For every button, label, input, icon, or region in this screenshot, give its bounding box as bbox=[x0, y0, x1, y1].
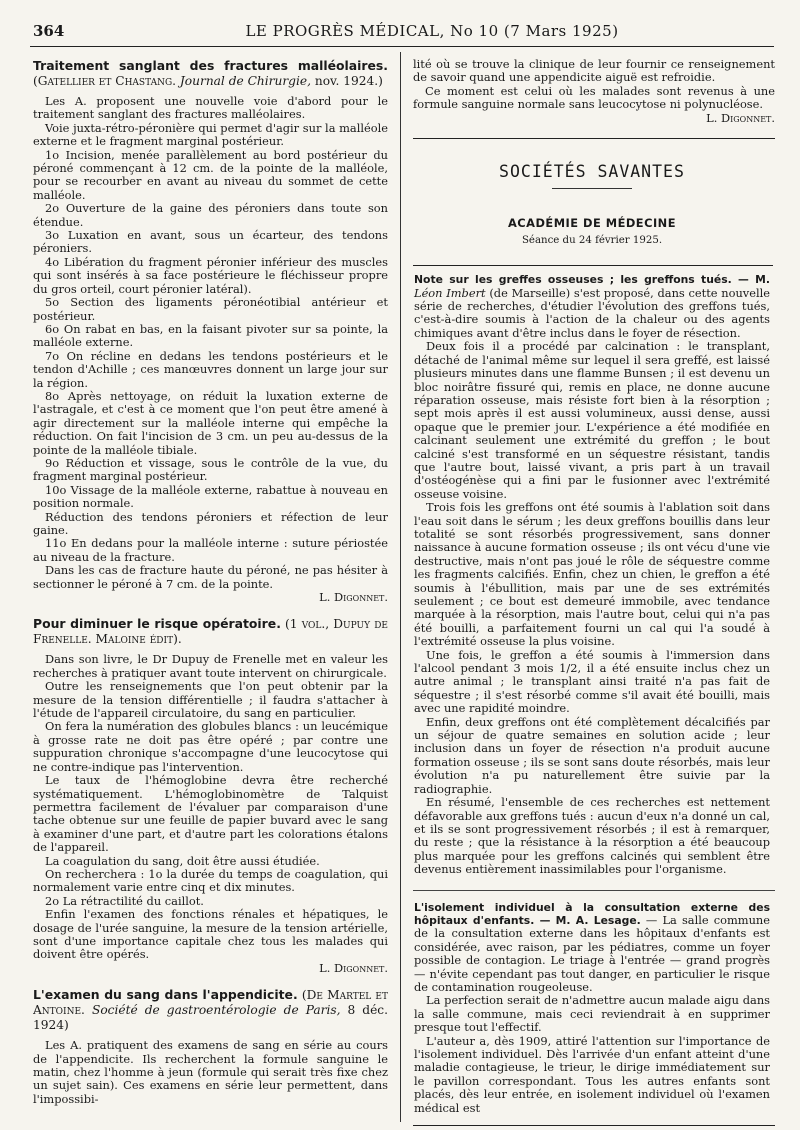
paragraph: 11o En dedans pour la malléole interne : suture périostée au niveau de la fracture. bbox=[33, 536, 388, 564]
right-column bbox=[413, 58, 775, 1128]
report-author: Léon Imbert bbox=[414, 285, 486, 300]
session-date: Séance du 24 février 1925. bbox=[521, 234, 663, 246]
paragraph: 6o On rabat en bas, en la faisant pivoter sur sa pointe, la malléole externe. bbox=[33, 321, 388, 350]
paragraph: Enfin, deux greffons ont été complètement décalcifiés par un séjour de quatre semaines en solution acide ; leur inclusion dans un foyer de résection n'a produit aucune formation osseuse ; ils se sont sans doute résorbés, mais leur évolution n'a pu naturellement être suivie par la radiographie. bbox=[414, 714, 770, 796]
paragraph: Enfin l'examen des fonctions rénales et hépatiques, le dosage de l'urée sanguine, la mesure de la tension artérielle, sont d'une importance capitale chez tous les malades qui doivent être opérés. bbox=[33, 907, 388, 962]
paragraph: Ce moment est celui où les malades sont revenus à une formule sanguine normale sans leucocytose ni polynucléose. bbox=[413, 83, 775, 112]
paragraph: 2o La rétractilité du caillot. bbox=[45, 893, 204, 908]
article-heading bbox=[33, 616, 388, 647]
report-heading bbox=[414, 901, 770, 995]
paragraph: Réduction des tendons péroniers et réfection de leur gaine. bbox=[33, 509, 388, 537]
paragraph: Une fois, le greffon a été soumis à l'immersion dans l'alcool pendant 3 mois 1/2, il a été ensuite inclus chez un autre animal ; le transplant ainsi traité n'a pas fait de séquestre ; il s'est résorbé comme s'il avait été bouilli, mais avec une rapidité moindre. bbox=[414, 647, 770, 716]
signature: L. Digonnet. bbox=[706, 110, 775, 125]
paragraph: lité où se trouve la clinique de leur fournir ce renseignement de savoir quand une appendicite aiguë est refroidie. bbox=[413, 58, 775, 85]
page-number: 364 bbox=[33, 22, 65, 40]
article-authors: (Gatellier et Chastang. bbox=[33, 74, 177, 88]
paragraph: (de Marseille) s'est proposé, dans cette nouvelle série de recherches, d'étudier l'évolution des greffons tués, c'est-à-dire soumis à l'action de la chaleur ou des agents chimiques avant d'être inclus dans le foyer de résection. bbox=[414, 285, 771, 340]
paragraph: 8o Après nettoyage, on réduit la luxation externe de l'astragale, et c'est à ce moment que l'on peut être amené à agir directement sur la malléole interne qui empêche la réduction. On fait l'incision de 3 cm. un peu au-dessus de la pointe de la malléole tibiale. bbox=[33, 388, 388, 457]
paragraph: Le taux de l'hémoglobine devra être recherché systématiquement. L'hémoglobinomètre de Talquist permettra facilement de l'évaluer par comparaison d'une tache obtenue sur une feuille de papier buvard avec le sang à examiner d'une part, et d'autre part les colorations étalons de l'appareil. bbox=[33, 773, 388, 855]
paragraph: La coagulation du sang, doit être aussi étudiée. bbox=[45, 853, 320, 868]
column-divider bbox=[400, 52, 401, 1122]
signature: L. Digonnet. bbox=[319, 960, 388, 975]
article-title: Pour diminuer le risque opératoire. bbox=[33, 616, 281, 632]
article-authors: (De Martel et Antoine. bbox=[33, 988, 388, 1018]
section-title: SOCIÉTÉS SAVANTES bbox=[499, 162, 685, 182]
article-heading bbox=[33, 58, 388, 89]
article-title: L'examen du sang dans l'appendicite. bbox=[33, 987, 298, 1003]
box-inner-rule bbox=[413, 265, 773, 273]
report-heading bbox=[414, 273, 770, 340]
paragraph: L'auteur a, dès 1909, attiré l'attention sur l'importance de l'isolement individuel. Dès l'arrivée d'un enfant atteint d'une maladie contagieuse, le trieur, le dirige immédiatement sur le pavillon correspondant. Tous les autres enfants sont placés, dès leur entrée, en isolement individuel où l'examen médical est bbox=[414, 1033, 770, 1115]
paragraph: 7o On récline en dedans les tendons postérieurs et le tendon d'Achille ; ces manœuvres donnent un large jour sur la région. bbox=[33, 348, 388, 390]
paragraph: 4o Libération du fragment péronier inférieur des muscles qui sont insérés à sa face postérieure le fléchisseur propre du gros orteil, court péronier latéral). bbox=[33, 254, 388, 296]
article-heading bbox=[33, 987, 388, 1033]
paragraph: La perfection serait de n'admettre aucun malade aigu dans la salle commune, mais ceci reviendrait à en supprimer presque tout l'effectif. bbox=[414, 993, 770, 1035]
page-header bbox=[33, 22, 771, 44]
journal-title: LE PROGRÈS MÉDICAL, No 10 (7 Mars 1925) bbox=[245, 22, 619, 40]
article-authors: (1 vol., Dupuy de Frenelle. Maloine édit). bbox=[33, 617, 388, 647]
paragraph: Dans les cas de fracture haute du péroné, ne pas hésiter à sectionner le péroné à 7 cm. de la pointe. bbox=[33, 563, 388, 591]
paragraph: 1o Incision, menée parallèlement au bord postérieur du péroné commençant à 12 cm. de la pointe de la malléole, pour se recourber en avant au niveau du sommet de cette malléole. bbox=[33, 147, 388, 202]
report-title: Note sur les greffes osseuses ; les greffons tués. — M. bbox=[414, 273, 770, 287]
paragraph: On fera la numération des globules blancs : un leucémique à grosse rate ne doit pas être opéré ; par contre une suppuration chronique s'accompagne d'une leucocytose qui ne contre-indique pas l'intervention. bbox=[33, 719, 388, 774]
article-title: Traitement sanglant des fractures malléolaires. bbox=[33, 58, 388, 73]
paragraph: 5o Section des ligaments péronéotibial antérieur et postérieur. bbox=[33, 295, 388, 323]
academy-heading: ACADÉMIE DE MÉDECINE bbox=[507, 216, 676, 231]
signature: L. Digonnet. bbox=[319, 590, 388, 605]
report-title: L'isolement individuel à la consultation externe des hôpitaux d'enfants. — M. A. Lesage. bbox=[414, 900, 770, 927]
paragraph: Outre les renseignements que l'on peut obtenir par la mesure de la tension différentielle ; il faudra s'attacher à l'étude de l'appareil circulatoire, du sang en particulier. bbox=[33, 679, 388, 721]
header-rule bbox=[30, 46, 774, 47]
article-source: Journal de Chirurgie, bbox=[179, 74, 311, 88]
paragraph: Dans son livre, le Dr Dupuy de Frenelle met en valeur les recherches à pratiquer avant toute intervent on chirurgicale. bbox=[33, 652, 388, 680]
article-date: nov. 1924.) bbox=[314, 74, 383, 88]
paragraph: 2o Ouverture de la gaine des péroniers dans toute son étendue. bbox=[33, 201, 388, 229]
section-box bbox=[413, 138, 775, 1126]
paragraph: On recherchera : 1o la durée du temps de coagulation, qui normalement varie entre cinq et dix minutes. bbox=[33, 866, 388, 895]
paragraph: Les A. pratiquent des examens de sang en série au cours de l'appendicite. Ils recherchent la formule sanguine le matin, chez l'homme à jeun (formule qui serait très fixe chez un sujet sain). Ces examens en série leur permettent, dans l'impossibi- bbox=[33, 1038, 388, 1106]
article-source: Société de gastroentérologie de Paris, bbox=[91, 1003, 341, 1018]
paragraph: En résumé, l'ensemble de ces recherches est nettement défavorable aux greffons tués : aucun d'eux n'a donné un cal, et ils se sont progressivement résorbés ; il est à remarquer, du reste ; que la résistance à la résorption a été beaucoup plus marquée pour les greffons calcinés qui semblent être devenus entièrement inassimilables pour l'organisme. bbox=[414, 795, 770, 877]
section-rule bbox=[552, 188, 632, 189]
article-date: 8 déc. 1924) bbox=[33, 1003, 388, 1033]
paragraph: Deux fois il a procédé par calcination : le transplant, détaché de l'animal même sur lequel il sera greffé, est laissé plusieurs minutes dans une flamme Bunsen ; il est devenu un bloc noirâtre fissuré qui, remis en place, ne donne aucune réparation osseuse, mais résiste fort bien à la résorption ; sept mois après il est aussi volumineux, aussi dense, aussi opaque que le premier jour. L'expérience a été modifiée en calcinant seulement une extrémité du greffon ; le bout calciné s'est transformé en un séquestre résistant, tandis que l'autre bout, laissé vivant, a pris part à un travail d'ostéogénèse qui a fini par le fusionner avec l'extrémité osseuse voisine. bbox=[414, 339, 770, 501]
paragraph: Trois fois les greffons ont été soumis à l'ablation soit dans l'eau soit dans le sérum ; les deux greffons bouillis dans leur totalité se sont résorbés progressivement, sans donner naissance à aucune formation osseuse ; ils ont vécu d'une vie destructive, mais n'ont pas joué le rôle de séquestre comme les fragments calcifiés. Enfin, chez un chien, le greffon a été soumis à l'ébullition, mais par une de ses extrémités seulement ; ce bout est demeuré immobile, avec tendance marquée à la résorption, mais l'autre bout, celui qui n'a pas été bouilli, a parfaitement fourni un cal qui l'a soudé à l'extrémité osseuse la plus voisine. bbox=[414, 500, 770, 649]
paragraph: Les A. proposent une nouvelle voie d'abord pour le traitement sanglant des fractures malléolaires. bbox=[33, 94, 388, 122]
paragraph: 9o Réduction et vissage, sous le contrôle de la vue, du fragment marginal postérieur. bbox=[33, 455, 388, 484]
paragraph: Voie juxta-rétro-péronière qui permet d'agir sur la malléole externe et le fragment marginal postérieur. bbox=[33, 120, 388, 149]
left-column bbox=[33, 58, 388, 1128]
paragraph: — La salle commune de la consultation externe dans les hôpitaux d'enfants est considérée, avec raison, par les pédiatres, comme un foyer possible de contagion. Le triage à l'entrée — grand progrès — n'évite cependant pas tout danger, en particulier le risque de contamination rougeoleuse. bbox=[414, 912, 770, 994]
paragraph: 3o Luxation en avant, sous un écarteur, des tendons péroniers. bbox=[33, 228, 388, 256]
paragraph: 10o Vissage de la malléole externe, rabattue à nouveau en position normale. bbox=[33, 482, 388, 511]
